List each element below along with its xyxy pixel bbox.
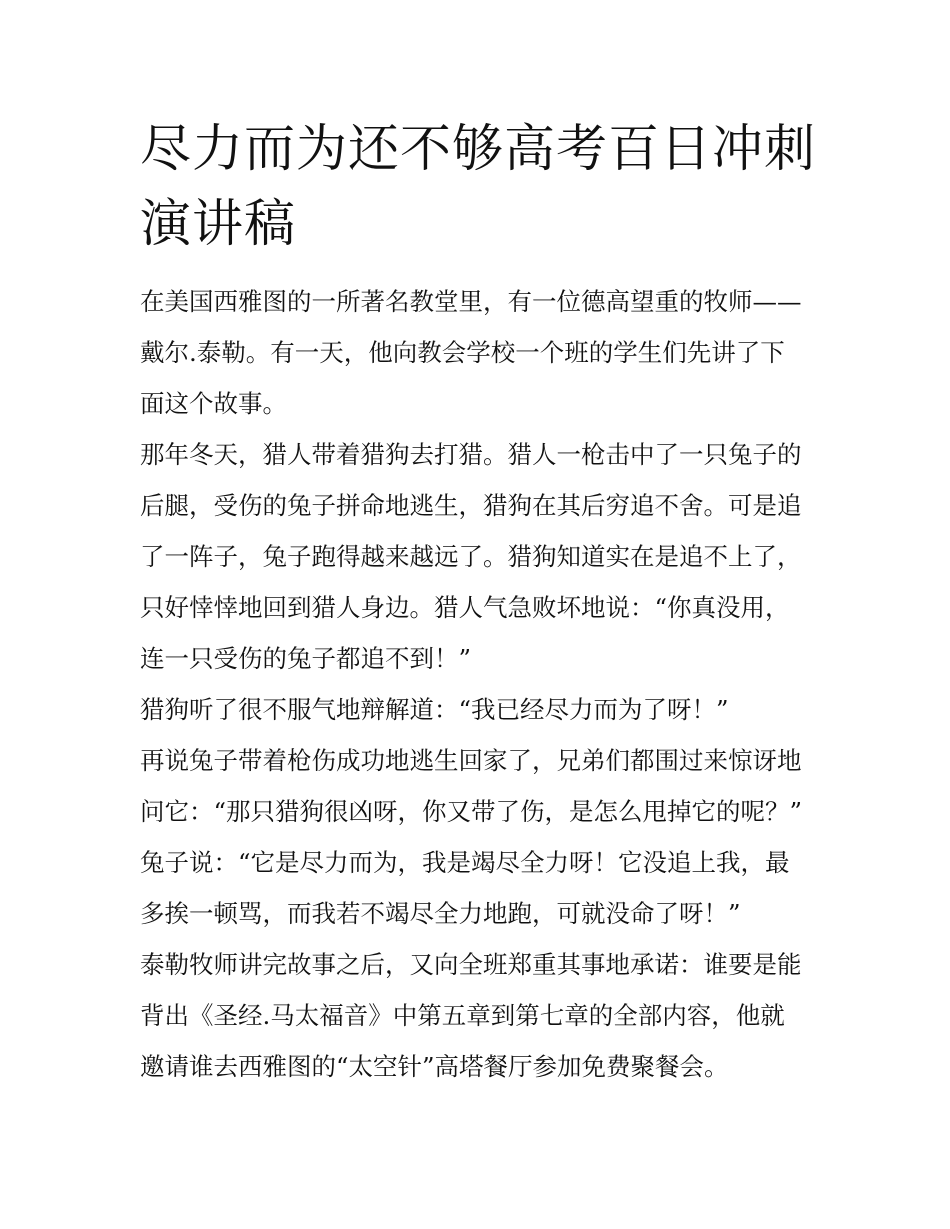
- title-line: 演讲稿: [140, 195, 297, 254]
- body-line: 了一阵子，兔子跑得越来越远了。猎狗知道实在是追不上了，: [140, 542, 802, 571]
- body-line: 在美国西雅图的一所著名教堂里，有一位德高望重的牧师——: [140, 287, 802, 316]
- body-line: 背出《圣经.马太福音》中第五章到第七章的全部内容，他就: [140, 1001, 785, 1030]
- body-line: 戴尔.泰勒。有一天，他向教会学校一个班的学生们先讲了下: [140, 338, 785, 367]
- body-line: 多挨一顿骂，而我若不竭尽全力地跑，可就没命了呀！”: [140, 899, 741, 928]
- title-line: 尽力而为还不够高考百日冲刺: [140, 120, 817, 179]
- body-line: 面这个故事。: [140, 389, 287, 418]
- body-line: 泰勒牧师讲完故事之后，又向全班郑重其事地承诺：谁要是能: [140, 950, 802, 979]
- body-line: 问它：“那只猎狗很凶呀，你又带了伤，是怎么甩掉它的呢？”: [140, 797, 803, 826]
- body-line: 连一只受伤的兔子都追不到！”: [140, 644, 472, 673]
- document-title: [140, 112, 820, 262]
- body-line: 那年冬天，猎人带着猎狗去打猎。猎人一枪击中了一只兔子的: [140, 440, 802, 469]
- document-body: [140, 276, 820, 1092]
- body-line: 只好悻悻地回到猎人身边。猎人气急败坏地说：“你真没用，: [140, 593, 790, 622]
- body-line: 再说兔子带着枪伤成功地逃生回家了，兄弟们都围过来惊讶地: [140, 746, 802, 775]
- body-line: 兔子说：“它是尽力而为，我是竭尽全力呀！它没追上我，最: [140, 848, 790, 877]
- body-line: 猎狗听了很不服气地辩解道：“我已经尽力而为了呀！”: [140, 695, 729, 724]
- body-line: 邀请谁去西雅图的“太空针”高塔餐厅参加免费聚餐会。: [140, 1052, 729, 1081]
- body-line: 后腿，受伤的兔子拼命地逃生，猎狗在其后穷追不舍。可是追: [140, 491, 802, 520]
